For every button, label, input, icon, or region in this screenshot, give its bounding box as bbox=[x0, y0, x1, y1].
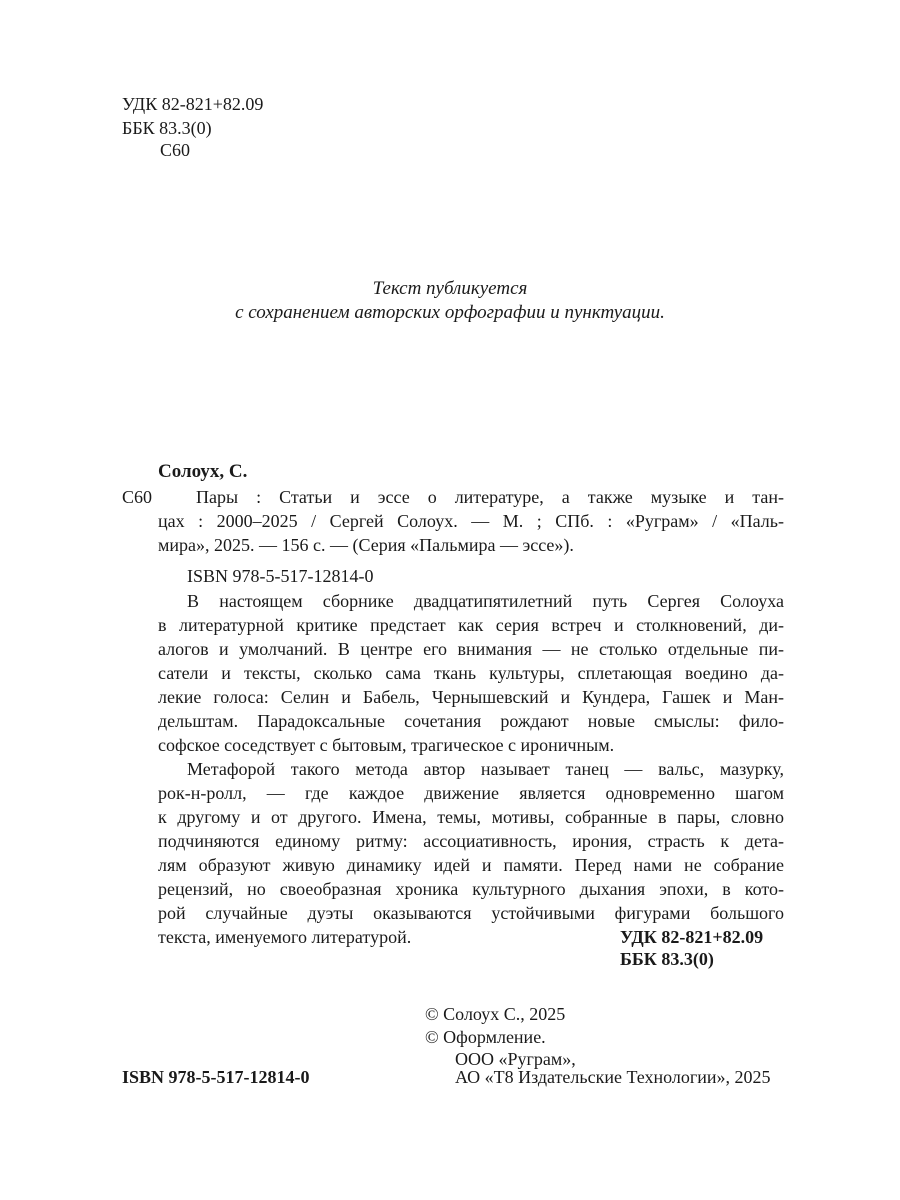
description-line: мира», 2025. — 156 с. — (Серия «Пальмира — эссе»). bbox=[158, 535, 574, 555]
copyright-publisher-2: АО «Т8 Издательские Технологии», 2025 bbox=[455, 1067, 771, 1087]
paragraph-line: подчиняются единому ритму: ассоциативность, ирония, страсть к дета- bbox=[158, 831, 784, 851]
bbk-code-top: ББК 83.3(0) bbox=[122, 118, 212, 138]
paragraph-line: рок-н-ролл, — где каждое движение является одновременно шагом bbox=[158, 783, 784, 803]
paragraph-line: лям образуют живую динамику идей и памяти. Перед нами не собрание bbox=[158, 855, 784, 875]
catalog-author: Солоух, С. bbox=[158, 461, 248, 482]
description-line: цах : 2000–2025 / Сергей Солоух. — М. ; СПб. : «Руграм» / «Паль- bbox=[158, 511, 784, 531]
notice-line-2: с сохранением авторских орфографии и пунктуации. bbox=[235, 302, 665, 323]
bottom-isbn: ISBN 978-5-517-12814-0 bbox=[122, 1067, 310, 1087]
bbk-code-bottom: ББК 83.3(0) bbox=[620, 949, 714, 969]
paragraph-line: рецензий, но своеобразная хроника культурного дыхания эпохи, в кото- bbox=[158, 879, 784, 899]
udk-code-top: УДК 82-821+82.09 bbox=[122, 94, 264, 114]
paragraph-line: софское соседствует с бытовым, трагическое с ироничным. bbox=[158, 735, 615, 755]
paragraph-line: лекие голоса: Селин и Бабель, Чернышевский и Кундера, Гашек и Ман- bbox=[158, 687, 784, 707]
copyright-publisher-1: ООО «Руграм», bbox=[455, 1049, 576, 1069]
paragraph-line: дельштам. Парадоксальные сочетания рождают новые смыслы: фило- bbox=[158, 711, 784, 731]
paragraph-line: в литературной критике предстает как серия встреч и столкновений, ди- bbox=[158, 615, 784, 635]
description-line: Пары : Статьи и эссе о литературе, а также музыке и тан- bbox=[196, 487, 784, 507]
paragraph-line: Метафорой такого метода автор называет танец — вальс, мазурку, bbox=[187, 759, 784, 779]
copyright-author: © Солоух С., 2025 bbox=[425, 1004, 566, 1024]
paragraph-line: алогов и умолчаний. В центре его внимания — не столько отдельные пи- bbox=[158, 639, 784, 659]
paragraph-line: текста, именуемого литературой. bbox=[158, 927, 412, 947]
udk-code-bottom: УДК 82-821+82.09 bbox=[620, 927, 764, 947]
copyright-design: © Оформление. bbox=[425, 1027, 546, 1047]
author-mark-top: С60 bbox=[160, 140, 191, 160]
paragraph-line: сатели и тексты, сколько сама ткань культуры, сплетающая воедино да- bbox=[158, 663, 784, 683]
catalog-mark: С60 bbox=[122, 487, 153, 507]
notice-line-1: Текст публикуется bbox=[372, 278, 528, 299]
paragraph-line: В настоящем сборнике двадцатипятилетний путь Сергея Солоуха bbox=[187, 591, 784, 611]
paragraph-line: к другому и от другого. Имена, темы, мотивы, собранные в пары, словно bbox=[158, 807, 784, 827]
catalog-isbn: ISBN 978-5-517-12814-0 bbox=[187, 566, 374, 586]
paragraph-line: рой случайные дуэты оказываются устойчивыми фигурами большого bbox=[158, 903, 784, 923]
